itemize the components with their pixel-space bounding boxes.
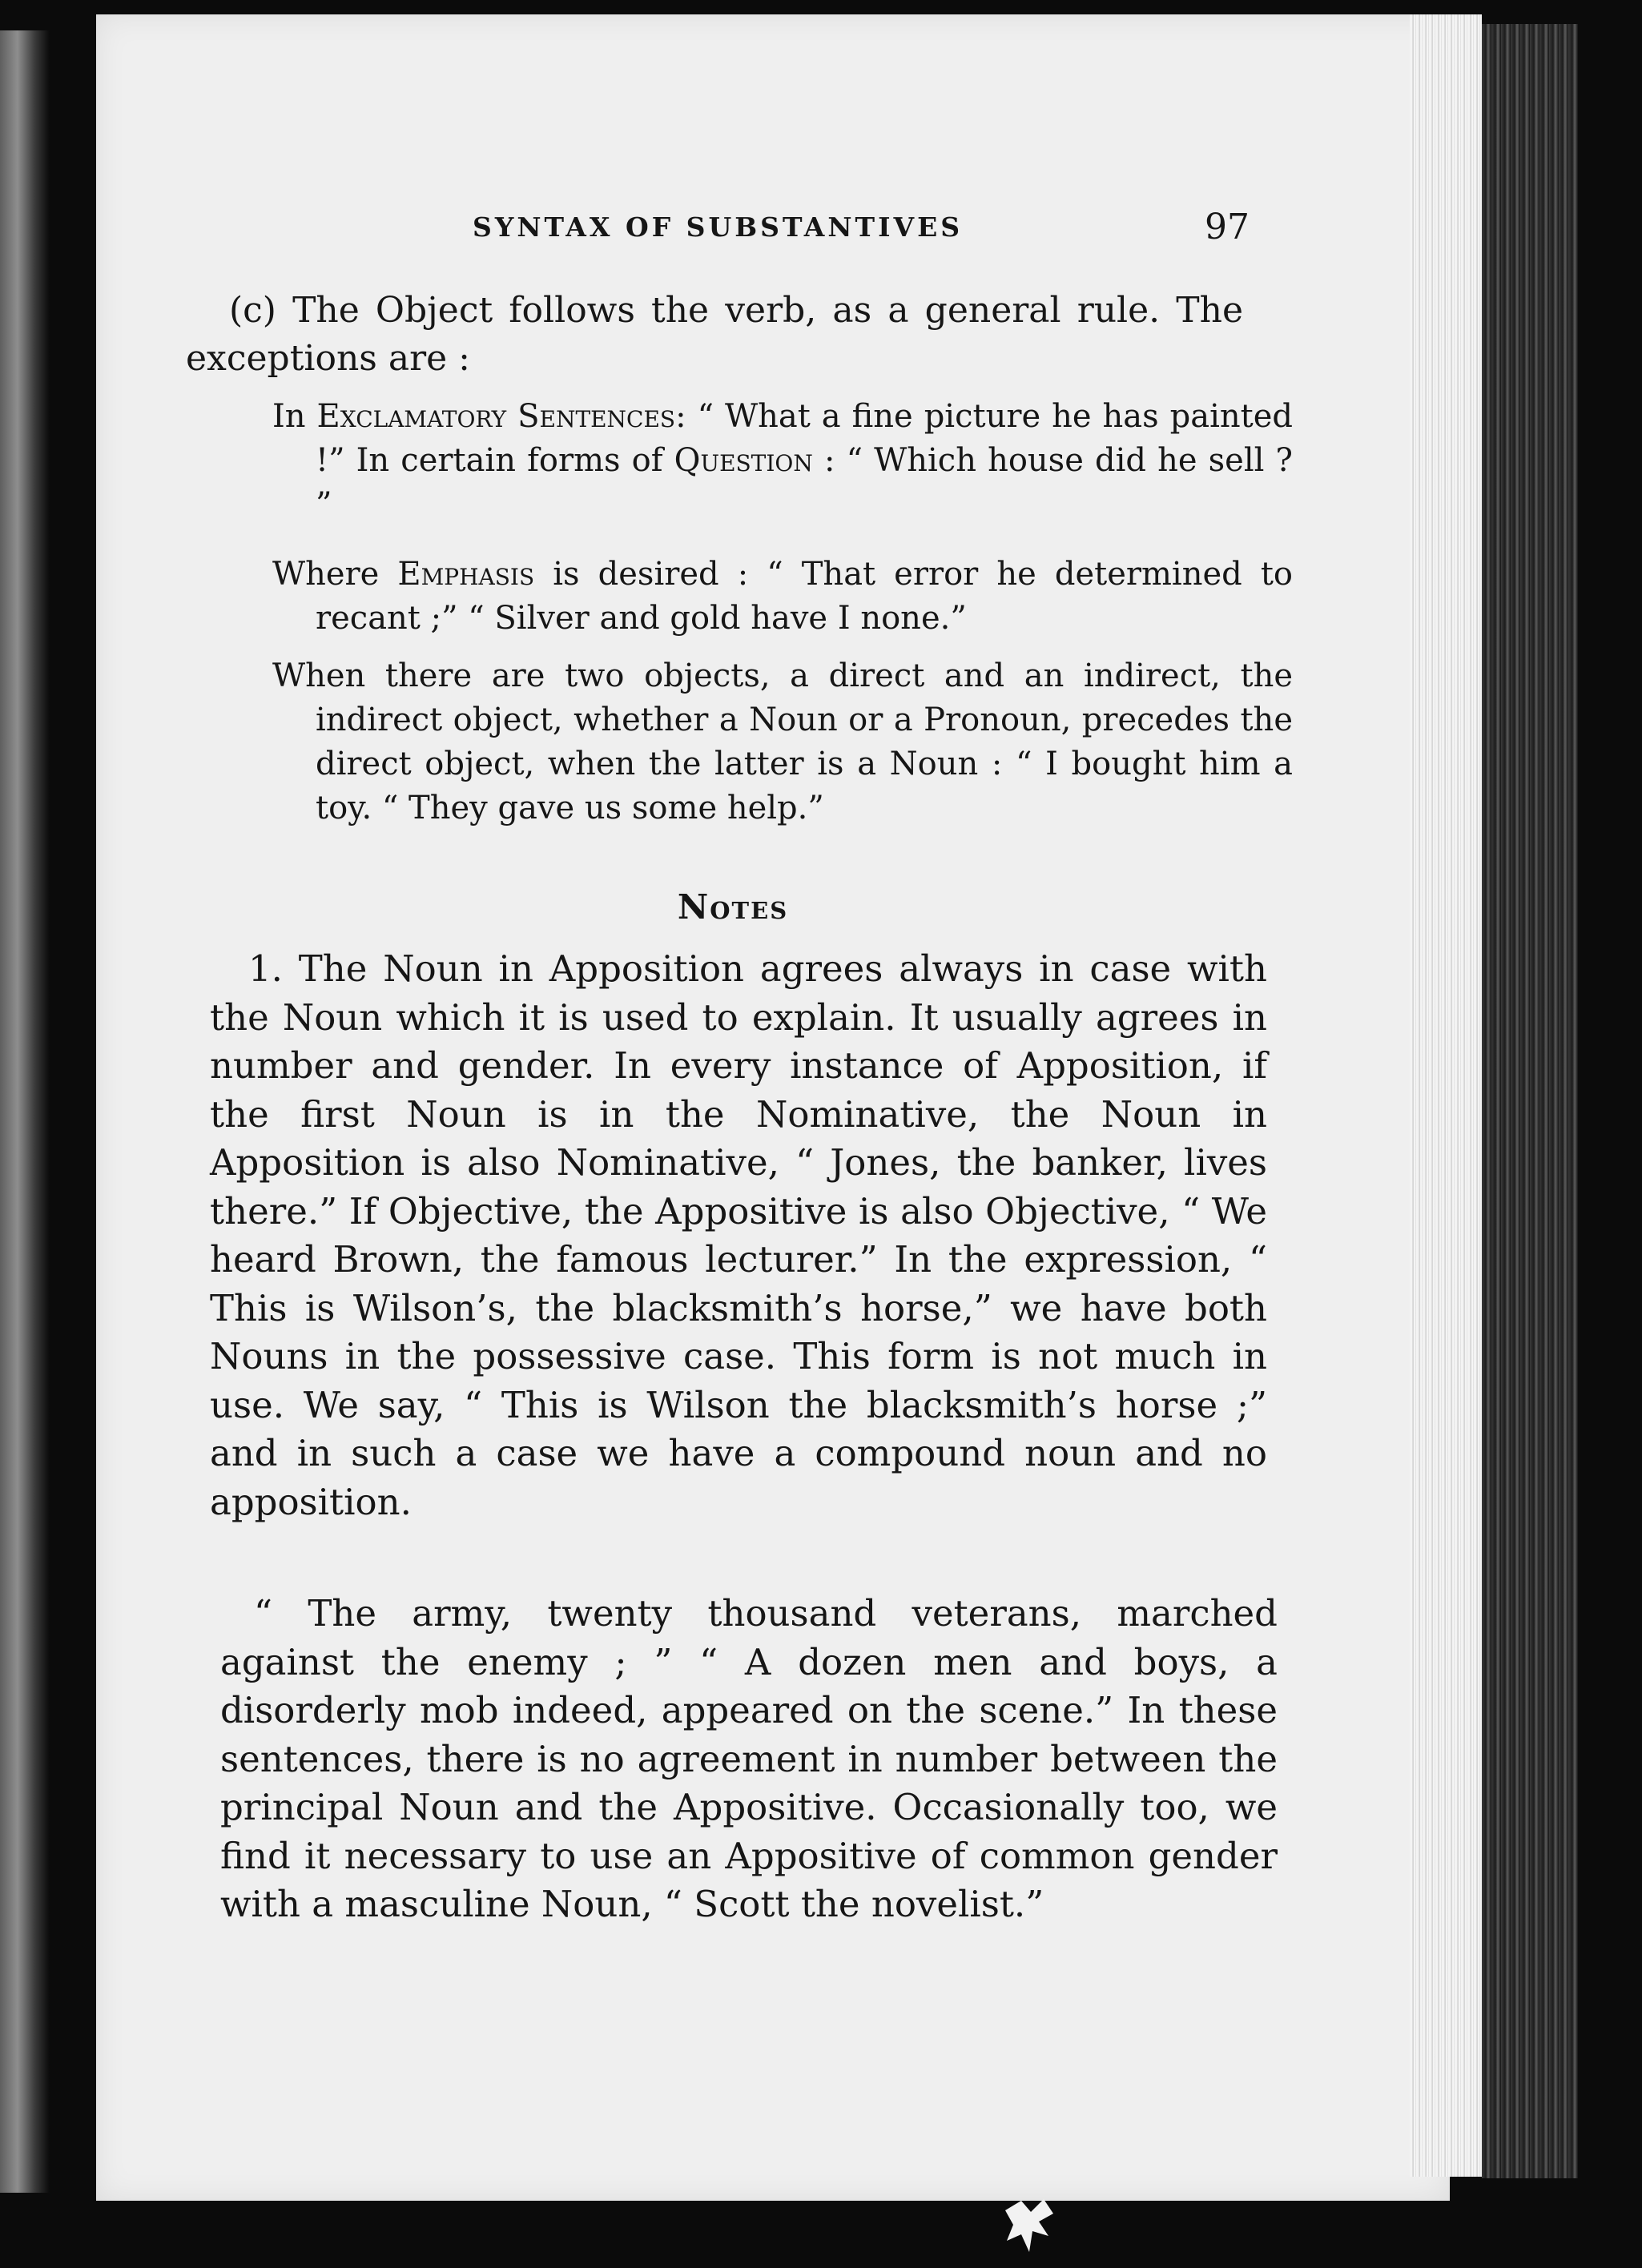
exception-lead: Where xyxy=(272,556,398,593)
exception-text: is desired : “ That error he determined to recant ;” “ Silver and gold have I none.” xyxy=(316,556,1293,637)
running-head: SYNTAX OF SUBSTANTIVES xyxy=(473,211,964,243)
exception-exclamatory xyxy=(272,395,1293,527)
page-stack-edge xyxy=(1410,14,1482,2177)
exception-term: Emphasis xyxy=(397,556,535,593)
exception-text: When there are two objects, a direct and an indirect, the indirect object, whether a Noun or a Pronoun, precedes the direct object, when the latter is a Noun : “ I bought him a toy. “ They gave us some help.” xyxy=(272,657,1293,826)
note-paragraph: 1. The Noun in Apposition agrees always in case with the Noun which it is used to explain. It usually agrees in number and gender. In every instance of Apposition, if the first Noun is in the Nominative, the Noun in Apposition is also Nominative, “ Jones, the banker, lives there.” If Objective, the Appositive is also Objective, “ We heard Brown, the famous lecturer.” In the expression, “ This is Wilson’s, the blacksmith’s horse,” we have both Nouns in the possessive case. This form is not much in use. We say, “ This is Wilson the blacksmith’s horse ;” and in such a case we have a compound noun and no apposition. xyxy=(210,947,1267,1523)
note-paragraph: “ The army, twenty thousand veterans, marched against the enemy ; ” “ A dozen men and boys, a disorderly mob indeed, appeared on the scene.” In these sentences, there is no agreement in number between the principal Noun and the Appositive. Occasionally too, we find it necessary to use an Appositive of common gender with a masculine Noun, “ Scott the novelist.” xyxy=(220,1592,1278,1925)
exception-lead: In xyxy=(272,398,317,435)
exception-text: : “ What a fine picture he has painted !” In certain forms of xyxy=(316,398,1293,479)
facing-page-edge xyxy=(0,30,50,2193)
notes-heading: Notes xyxy=(677,887,789,927)
exception-emphasis xyxy=(272,553,1293,641)
exception-term: Exclamatory Sentences xyxy=(316,398,676,435)
book-cover-edge xyxy=(1482,24,1578,2178)
page-header xyxy=(473,207,1250,255)
exception-text-question: : “ Which house did he sell ? ” xyxy=(316,442,1293,523)
exception-term-question: Question xyxy=(674,442,813,479)
exception-two-objects xyxy=(272,654,1293,830)
page-number: 97 xyxy=(1205,207,1250,247)
ornament-icon xyxy=(997,2194,1061,2258)
intro-paragraph: (c) The Object follows the verb, as a general rule. The exceptions are : xyxy=(186,290,1243,379)
